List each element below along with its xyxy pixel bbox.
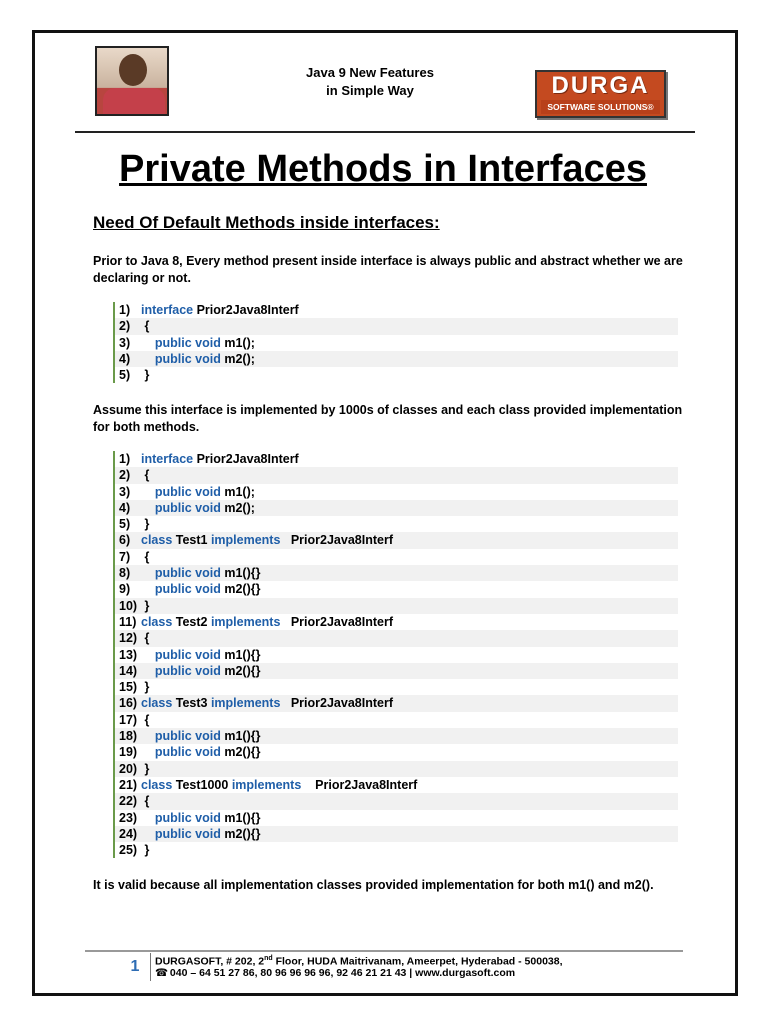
code-keyword: public void <box>141 351 221 366</box>
code-line <box>115 549 678 565</box>
footer-contact-text: 040 – 64 51 27 86, 80 96 96 96 96, 92 46 21 21 43 | www.durgasoft.com <box>167 967 516 979</box>
code-text: m1(){} <box>220 729 261 744</box>
logo-main-text: DURGA <box>551 72 650 99</box>
code-keyword: public void <box>141 500 221 515</box>
footer-address-pre: DURGASOFT, # 202, 2 <box>155 955 265 968</box>
line-number: 15) <box>119 680 138 695</box>
line-number: 23) <box>119 810 138 825</box>
code-line <box>115 647 678 663</box>
line-number: 21) <box>119 777 138 792</box>
code-text: m2(){} <box>220 663 261 678</box>
line-number: 3) <box>119 335 131 350</box>
code-line <box>115 318 678 334</box>
code-keyword: interface <box>141 303 194 317</box>
code-text: Prior2Java8Interf <box>193 303 299 317</box>
code-line <box>115 351 678 367</box>
code-line <box>115 793 678 809</box>
code-line <box>115 679 678 695</box>
code-line <box>115 744 678 760</box>
code-text: Prior2Java8Interf <box>280 696 393 711</box>
code-text: m2(){} <box>220 745 261 760</box>
line-number: 2) <box>119 468 131 483</box>
code-keyword: class <box>141 614 173 629</box>
photo-body <box>103 88 165 116</box>
code-line <box>115 712 678 728</box>
line-number: 22) <box>119 794 138 809</box>
code-keyword: public void <box>141 335 221 350</box>
line-number: 5) <box>119 368 131 383</box>
code-line <box>115 695 678 711</box>
code-line <box>115 598 678 614</box>
code-text: m1(){} <box>220 566 261 581</box>
paragraph-conclusion: It is valid because all implementation classes provided implementation for both m1() and m2(). <box>93 878 654 892</box>
code-keyword: implements <box>231 777 302 792</box>
code-text: Test1 <box>172 533 211 548</box>
line-number: 4) <box>119 351 131 366</box>
code-text: { <box>141 319 150 334</box>
code-text: m1(); <box>220 335 255 350</box>
code-line <box>115 467 678 483</box>
code-line <box>115 581 678 597</box>
code-line <box>115 630 678 646</box>
code-line <box>115 367 678 383</box>
code-text: } <box>141 843 150 858</box>
code-text: Prior2Java8Interf <box>280 533 393 548</box>
line-number: 14) <box>119 663 138 678</box>
line-number: 5) <box>119 517 131 532</box>
header-title-line1: Java 9 New Features <box>306 65 434 80</box>
phone-icon: ☎ <box>155 967 169 979</box>
code-keyword: class <box>141 696 173 711</box>
page-number: 1 <box>130 958 140 975</box>
line-number: 6) <box>119 533 131 548</box>
code-line <box>115 777 678 793</box>
line-number: 1) <box>119 303 131 317</box>
code-keyword: public void <box>141 566 221 581</box>
code-text: { <box>141 794 150 809</box>
code-text: } <box>141 680 150 695</box>
line-number: 7) <box>119 549 131 564</box>
code-text: { <box>141 712 150 727</box>
code-text: } <box>141 598 150 613</box>
code-keyword: interface <box>141 452 194 466</box>
photo-head <box>119 54 147 86</box>
line-number: 8) <box>119 566 131 581</box>
code-text: Prior2Java8Interf <box>301 777 418 792</box>
line-number: 10) <box>119 598 138 613</box>
line-number: 1) <box>119 452 131 466</box>
line-number: 17) <box>119 712 138 727</box>
line-number: 25) <box>119 843 138 858</box>
code-text: m1(){} <box>220 647 261 662</box>
code-keyword: class <box>141 777 173 792</box>
header-title <box>240 64 500 100</box>
code-text: m2(); <box>220 351 255 366</box>
footer-contact <box>155 966 675 980</box>
code-text: Test2 <box>172 614 211 629</box>
code-keyword: implements <box>210 614 281 629</box>
line-number: 16) <box>119 696 138 711</box>
code-text: Test1000 <box>172 777 232 792</box>
code-block-interface <box>113 302 678 383</box>
code-line <box>115 663 678 679</box>
line-number: 13) <box>119 647 138 662</box>
page-title: Private Methods in Interfaces <box>119 148 647 190</box>
section-heading: Need Of Default Methods inside interfaces: <box>93 213 440 232</box>
code-block-implementations <box>113 451 678 858</box>
code-line <box>115 614 678 630</box>
code-line <box>115 484 678 500</box>
line-number: 19) <box>119 745 138 760</box>
code-keyword: public void <box>141 745 221 760</box>
code-line <box>115 335 678 351</box>
code-keyword: public void <box>141 826 221 841</box>
code-text: Prior2Java8Interf <box>280 614 393 629</box>
code-line <box>115 826 678 842</box>
code-text: Test3 <box>172 696 211 711</box>
code-line <box>115 761 678 777</box>
paragraph-assumption: Assume this interface is implemented by 1000s of classes and each class provided implementation for both methods. <box>93 403 683 434</box>
line-number: 2) <box>119 319 131 334</box>
footer-vertical-divider <box>150 953 151 981</box>
line-number: 24) <box>119 826 138 841</box>
line-number: 11) <box>119 614 137 629</box>
code-keyword: public void <box>141 582 221 597</box>
code-text: Prior2Java8Interf <box>193 452 299 466</box>
line-number: 12) <box>119 631 138 646</box>
code-keyword: implements <box>210 696 281 711</box>
logo-sub-text: SOFTWARE SOLUTIONS® <box>541 100 660 114</box>
code-keyword: public void <box>141 729 221 744</box>
code-line <box>115 842 678 858</box>
code-text: { <box>141 549 150 564</box>
header-divider <box>75 131 695 133</box>
code-line <box>115 565 678 581</box>
code-keyword: implements <box>210 533 281 548</box>
code-text: { <box>141 468 150 483</box>
code-line <box>115 810 678 826</box>
code-text: } <box>141 368 150 383</box>
code-text: m2(){} <box>220 582 261 597</box>
header-title-line2: in Simple Way <box>326 83 414 98</box>
code-line <box>115 500 678 516</box>
code-keyword: public void <box>141 484 221 499</box>
code-line <box>115 532 678 548</box>
durga-logo <box>535 70 666 118</box>
code-text: } <box>141 517 150 532</box>
code-text: m1(); <box>220 484 255 499</box>
code-text: m2(){} <box>220 826 261 841</box>
code-text: } <box>141 761 150 776</box>
footer-address-post: Floor, HUDA Maitrivanam, Ameerpet, Hyderabad - 500038, <box>272 955 563 968</box>
code-keyword: class <box>141 533 173 548</box>
code-line <box>115 302 678 318</box>
code-keyword: public void <box>141 810 221 825</box>
line-number: 18) <box>119 729 138 744</box>
code-text: { <box>141 631 150 646</box>
code-text: m1(){} <box>220 810 261 825</box>
code-line <box>115 516 678 532</box>
footer-address-sup: nd <box>264 955 273 962</box>
line-number: 4) <box>119 500 131 515</box>
author-photo <box>95 46 169 116</box>
code-line <box>115 451 678 467</box>
code-line <box>115 728 678 744</box>
line-number: 9) <box>119 582 131 597</box>
line-number: 3) <box>119 484 131 499</box>
code-keyword: public void <box>141 663 221 678</box>
paragraph-intro: Prior to Java 8, Every method present inside interface is always public and abstract whether we are declaring or not. <box>93 254 683 285</box>
code-keyword: public void <box>141 647 221 662</box>
code-text: m2(); <box>220 500 255 515</box>
line-number: 20) <box>119 761 138 776</box>
